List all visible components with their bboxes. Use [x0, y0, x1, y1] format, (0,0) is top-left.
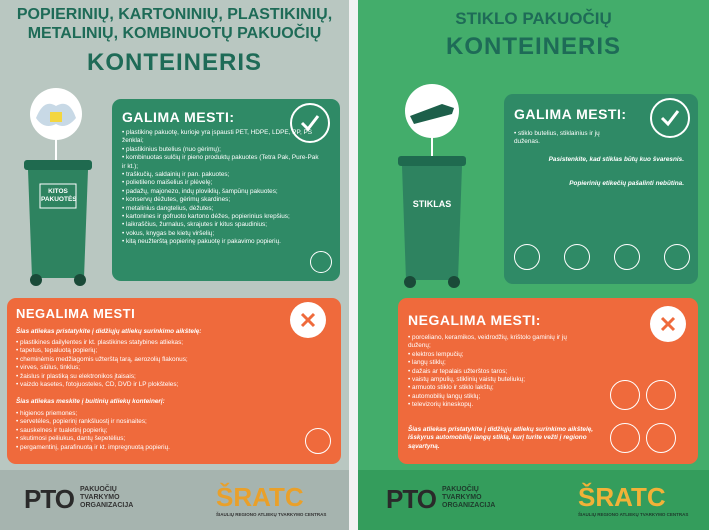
right-can-card: [504, 94, 698, 284]
pto-text: [80, 486, 133, 510]
list-item: • metalinius dangtelius, dėžutes;: [122, 205, 322, 213]
left-poster: [0, 0, 349, 530]
list-item: • virves, siūlus, tinklus;: [16, 364, 286, 372]
right-can-heading: GALIMA MESTI:: [514, 106, 627, 122]
list-item: • skutimosi peiliukus, dantų šepetėlius;: [16, 435, 286, 443]
list-item: • plastikinius butelius (nuo gėrimų);: [122, 146, 322, 154]
left-cannot-list2: [16, 410, 286, 452]
list-item: • plastikinę pakuotę, kurioje yra įspausti PET, HDPE, LDPE, PP, PS ženklai;: [122, 129, 322, 146]
no-ampoule-icon: [610, 423, 640, 453]
list-item: • žaislus ir plastiką su elektronikos įtaisais;: [16, 373, 286, 381]
list-item: • servetėles, popierinį rankšluostį ir nosinaites;: [16, 418, 286, 426]
left-bin-illustration: [14, 88, 114, 288]
list-item: • vaistų ampulių, stiklinių vaistų buteliukų;: [408, 376, 588, 384]
list-item: • kartonines ir gofruoto kartono dėžes, popierinius krepšius;: [122, 213, 322, 221]
right-bin-illustration: [392, 84, 492, 294]
srato-sub: ŠIAULIŲ REGIONO ATLIEKŲ TVARKYMO CENTRAS: [216, 512, 327, 517]
right-can-note1: Pasistenkite, kad stiklas būtų kuo švaresnis.: [548, 156, 684, 163]
list-item: • higienos priemones;: [16, 410, 286, 418]
list-item: • automobilių langų stiklų;: [408, 393, 588, 401]
poster-gap: [349, 0, 358, 530]
left-cannot-heading: NEGALIMA MESTI: [16, 306, 136, 321]
list-item: • kitą neužterštą popierinę pakuotę ir pakavimo popierių.: [122, 238, 322, 246]
list-item: • vaizdo kasetes, fotojuosteles, CD, DVD ir LP plokšteles;: [16, 381, 286, 389]
srato-logo: ŠRATC: [216, 482, 304, 512]
check-icon: [650, 98, 690, 138]
left-cannot-note2: Šias atliekas meskite į buitinių atliekų konteinerį:: [16, 398, 165, 405]
left-can-heading: GALIMA MESTI:: [122, 109, 235, 125]
left-bin-label: KITOS PAKUOTĖS: [41, 188, 77, 203]
list-item: • sauskelnes ir tualetinį popierių;: [16, 427, 286, 435]
pto-text: [442, 486, 495, 510]
no-hygiene-icon: [305, 428, 331, 454]
right-bin-label: STIKLAS: [412, 199, 452, 209]
list-item: • dažais ar tepalais užterštos taros;: [408, 368, 588, 376]
right-title-line1: STIKLO PAKUOČIŲ: [455, 9, 612, 28]
list-item: • plastikines dailylentes ir kt. plastikines statybines atliekas;: [16, 339, 286, 347]
broken-glass-icon: [664, 244, 690, 270]
left-can-list: [122, 129, 322, 247]
right-cannot-list: [408, 334, 588, 410]
srato-logo: ŠRATC: [578, 482, 666, 512]
list-item: • vokus, knygas be kietų viršelių;: [122, 230, 322, 238]
no-lamp-icon: [610, 380, 640, 410]
bottle-icon: [514, 244, 540, 270]
list-item: • kombinuotas sulčių ir pieno produktų pakuotes (Tetra Pak, Pure-Pak ir kt.);: [122, 154, 322, 171]
left-cannot-list1: [16, 339, 286, 389]
right-cannot-card: [398, 298, 698, 464]
srato-sub: ŠIAULIŲ REGIONO ATLIEKŲ TVARKYMO CENTRAS: [578, 512, 689, 517]
cross-icon: [290, 302, 326, 338]
list-item: • padažų, majonezo, indų ploviklių, šampūnų pakuotes;: [122, 188, 322, 196]
left-cannot-card: [7, 298, 341, 464]
left-footer: [0, 470, 349, 530]
list-item: • televizorių kineskopų.: [408, 401, 588, 409]
pto-text-1: PAKUOČIŲ: [442, 486, 479, 493]
right-cannot-note: Šias atliekas pristatykite į didžiųjų atliekų surinkimo aikštelę, išskyrus automobilių langų stiklą, kurį turite vežti į regiono sąvartyną.: [408, 426, 594, 450]
pto-text-1: PAKUOČIŲ: [80, 486, 117, 493]
pto-text-3: ORGANIZACIJA: [442, 502, 496, 509]
left-title-main: KONTEINERIS: [86, 49, 262, 76]
list-item: • polietileno maišelius ir plėvelę;: [122, 179, 322, 187]
right-cannot-heading: NEGALIMA MESTI:: [408, 312, 541, 328]
pto-text-2: TVARKYMO: [80, 494, 120, 501]
bin-with-bottle-icon: [392, 84, 492, 294]
list-item: • tapetus, tepaluotą popierių;: [16, 347, 286, 355]
no-ceramics-icon: [646, 380, 676, 410]
right-can-list: [514, 130, 624, 147]
no-items-icons: [610, 380, 690, 460]
left-cannot-note1: Šias atliekas pristatykite į didžiųjų atliekų surinkimo aikštelę:: [16, 328, 202, 335]
jar-icon: [564, 244, 590, 270]
list-item: • laikraščius, žurnalus, skrajutes ir kitus spaudinius;: [122, 221, 322, 229]
pto-logo: PTO: [24, 484, 74, 514]
pto-logo: PTO: [386, 484, 436, 514]
bottle-icon: [310, 251, 332, 273]
list-item: • cheminėmis medžiagomis užterštą tarą, aerozolių flakonus;: [16, 356, 286, 364]
right-title-main: KONTEINERIS: [445, 33, 621, 60]
list-item: • armuoto stiklo ir stiklo lakštų;: [408, 384, 588, 392]
list-item: • porceliano, keramikos, veidrodžių, krištolo gaminių ir jų duženų;: [408, 334, 588, 351]
no-mirror-icon: [646, 423, 676, 453]
right-poster: [358, 0, 709, 530]
left-can-card: [112, 99, 340, 281]
right-footer: [358, 470, 709, 530]
list-item: • stiklo butelius, stiklainius ir jų duženas.: [514, 130, 624, 147]
cross-icon: [650, 306, 686, 342]
left-title-line1: POPIERINIŲ, KARTONINIŲ, PLASTIKINIŲ,: [16, 6, 333, 23]
list-item: • konservų dėžutes, gėrimų skardines;: [122, 196, 322, 204]
right-can-note2: Popierinių etikečių pašalinti nebūtina.: [569, 180, 684, 187]
glass-types-icons: [514, 244, 690, 274]
list-item: • elektros lempučių;: [408, 351, 588, 359]
pto-text-2: TVARKYMO: [442, 494, 482, 501]
list-item: • langų stiklų;: [408, 359, 588, 367]
left-title-line2: METALINIŲ, KOMBINUOTŲ PAKUOČIŲ: [27, 25, 322, 42]
list-item: • pergamentinį, parafinuotą ir kt. impregnuotą popierių.: [16, 444, 286, 452]
jar-large-icon: [614, 244, 640, 270]
pto-text-3: ORGANIZACIJA: [80, 502, 134, 509]
list-item: • traškučių, saldainių ir pan. pakuotes;: [122, 171, 322, 179]
